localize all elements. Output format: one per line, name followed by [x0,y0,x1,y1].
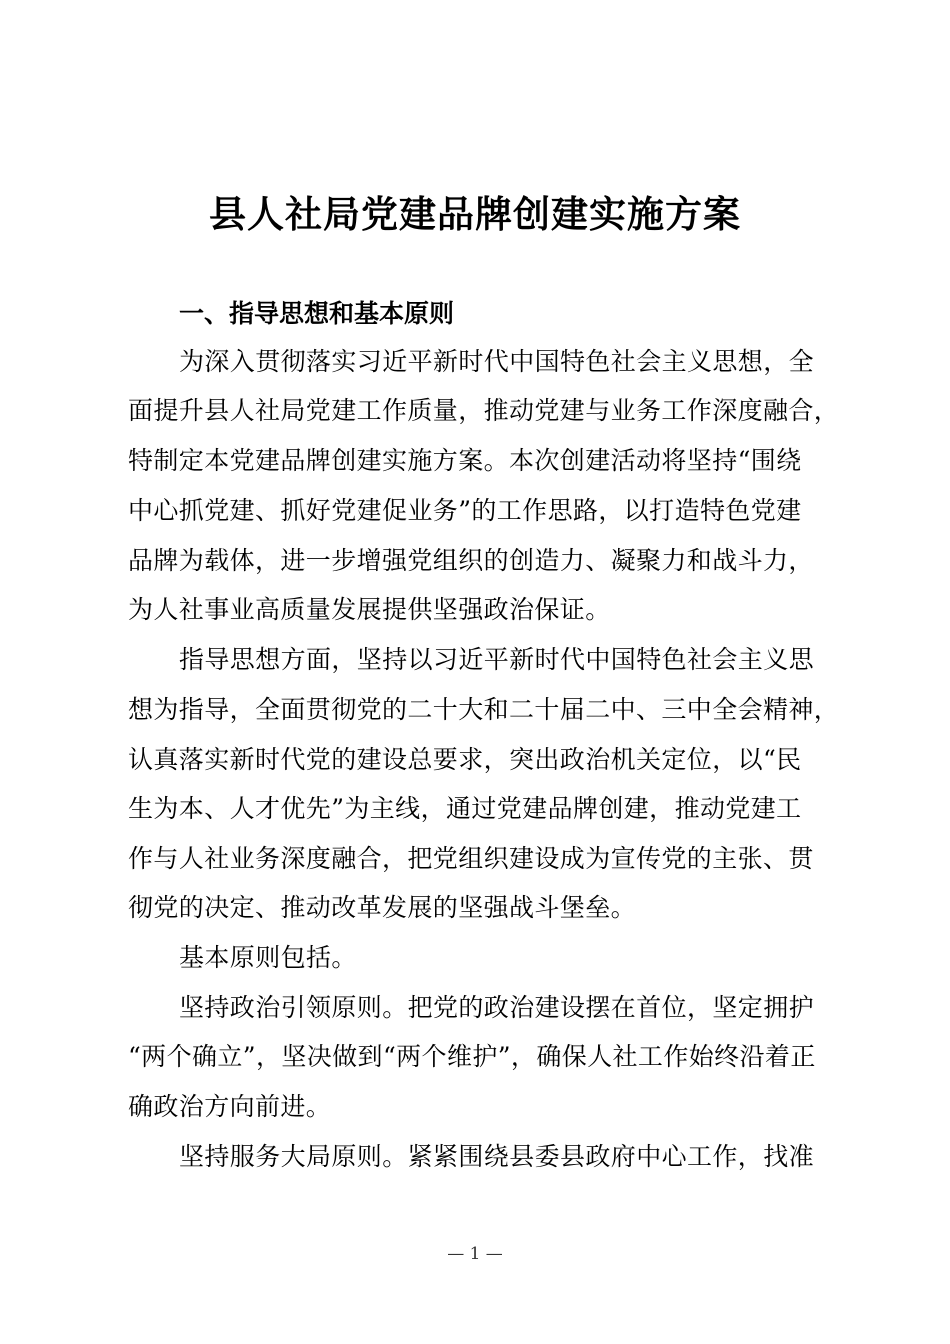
paragraph-line: 坚持政治引领原则。把党的政治建设摆在首位，坚定拥护 [179,993,815,1022]
paragraph-line: 品牌为载体，进一步增强党组织的创造力、凝聚力和战斗力， [128,546,814,575]
paragraph-line: 为深入贯彻落实习近平新时代中国特色社会主义思想，全 [179,347,815,376]
paragraph-line: 为人社事业高质量发展提供坚强政治保证。 [128,595,611,624]
paragraph-line: 指导思想方面，坚持以习近平新时代中国特色社会主义思 [179,645,815,674]
document-title: 县人社局党建品牌创建实施方案 [209,192,741,236]
paragraph-line: 作与人社业务深度融合，把党组织建设成为宣传党的主张、贯 [128,844,814,873]
paragraph-line: 面提升县人社局党建工作质量，推动党建与业务工作深度融合， [128,396,840,425]
page-number: — 1 — [447,1244,503,1264]
paragraph-line: “两个确立”，坚决做到“两个维护”，确保人社工作始终沿着正 [128,1042,816,1071]
paragraph-line: 生为本、人才优先”为主线，通过党建品牌创建，推动党建工 [128,794,802,823]
paragraph-line: 坚持服务大局原则。紧紧围绕县委县政府中心工作，找准 [179,1142,815,1171]
paragraph-line: 认真落实新时代党的建设总要求，突出政治机关定位，以“民 [128,745,802,774]
paragraph-line: 中心抓党建、抓好党建促业务”的工作思路，以打造特色党建 [128,496,802,525]
paragraph-line: 彻党的决定、推动改革发展的坚强战斗堡垒。 [128,893,637,922]
section-heading: 一、指导思想和基本原则 [179,299,455,328]
paragraph-line: 确政治方向前进。 [128,1092,332,1121]
paragraph-line: 想为指导，全面贯彻党的二十大和二十届二中、三中全会精神， [128,695,840,724]
paragraph-line: 特制定本党建品牌创建实施方案。本次创建活动将坚持“围绕 [128,446,802,475]
paragraph-line: 基本原则包括。 [179,943,357,972]
